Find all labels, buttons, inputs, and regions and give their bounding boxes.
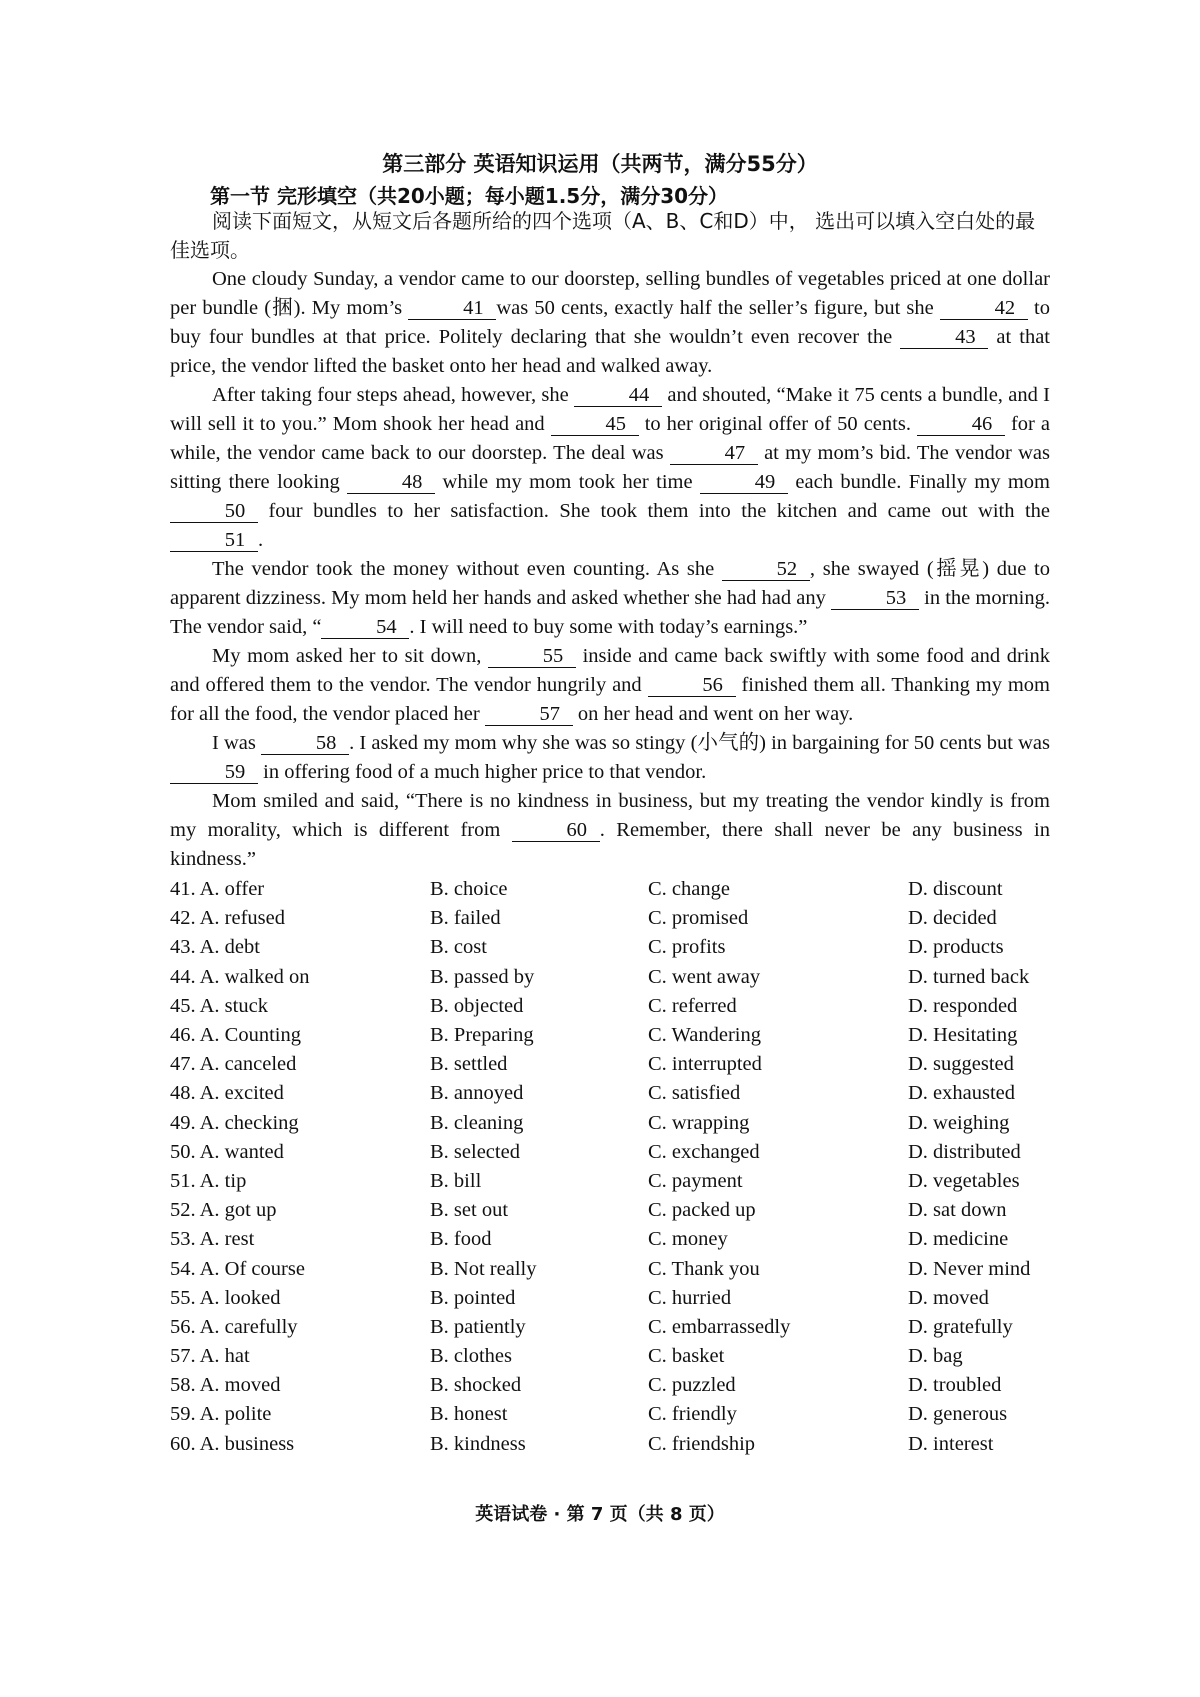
question-number: 57. — [170, 1345, 196, 1368]
option-text: C. friendly — [648, 1403, 737, 1426]
passage-text: while my mom took her time — [435, 471, 701, 493]
question-number: 49. — [170, 1111, 196, 1134]
option-text: C. Thank you — [648, 1257, 760, 1280]
option-b[interactable] — [430, 1345, 648, 1368]
option-c[interactable] — [648, 1199, 908, 1222]
option-c[interactable] — [648, 1170, 908, 1193]
option-text: B. selected — [430, 1140, 520, 1163]
blank-43[interactable]: 43 — [900, 326, 988, 349]
passage-text: After taking four steps ahead, however, she — [212, 384, 575, 406]
passage-paragraph — [170, 381, 1050, 555]
passage-text: Mom smiled and said, “There is no kindness in business, but my treating the vendor kindly is from my morality, which is different from — [170, 790, 1050, 841]
option-text: A. canceled — [199, 1053, 297, 1076]
passage-text: to buy four bundles at that price. Politely declaring that she wouldn’t even recover the — [170, 297, 1050, 348]
option-a[interactable] — [170, 1316, 430, 1339]
option-d[interactable] — [908, 1287, 1070, 1310]
blank-58[interactable]: 58 — [261, 732, 349, 755]
passage-text: for a while, the vendor came back to our doorstep. The deal was — [170, 413, 1050, 464]
question-row — [170, 1284, 1070, 1313]
option-text: C. packed up — [648, 1199, 756, 1222]
question-row — [170, 1225, 1070, 1254]
option-text: A. wanted — [199, 1140, 284, 1163]
option-d[interactable] — [908, 1053, 1070, 1076]
blank-44[interactable]: 44 — [574, 384, 662, 407]
option-text: C. basket — [648, 1345, 725, 1368]
option-text: B. cleaning — [430, 1111, 524, 1134]
option-b[interactable] — [430, 1082, 648, 1105]
passage-text: I was — [212, 732, 262, 754]
option-text: C. referred — [648, 994, 737, 1017]
option-text: C. embarrassedly — [648, 1315, 791, 1338]
option-b[interactable] — [430, 1403, 648, 1426]
option-c[interactable] — [648, 1258, 908, 1281]
option-text: D. moved — [908, 1286, 989, 1309]
option-text: D. turned back — [908, 965, 1030, 988]
option-text: B. patiently — [430, 1315, 526, 1338]
blank-42[interactable]: 42 — [940, 297, 1028, 320]
option-text: C. interrupted — [648, 1053, 762, 1076]
passage-paragraph — [170, 787, 1050, 874]
option-c[interactable] — [648, 1433, 908, 1456]
option-text: D. troubled — [908, 1374, 1002, 1397]
option-text: D. distributed — [908, 1140, 1021, 1163]
question-number: 55. — [170, 1286, 196, 1309]
option-d[interactable] — [908, 1112, 1070, 1135]
option-text: D. bag — [908, 1345, 963, 1368]
question-row — [170, 1371, 1070, 1400]
option-text: B. shocked — [430, 1374, 522, 1397]
question-row — [170, 1196, 1070, 1225]
passage-text: on her head and went on her way. — [572, 703, 854, 725]
blank-47[interactable]: 47 — [670, 442, 758, 465]
question-number: 45. — [170, 994, 196, 1017]
option-d[interactable] — [908, 995, 1070, 1018]
option-a[interactable] — [170, 1403, 430, 1426]
passage-text: at that price, the vendor lifted the basket onto her head and walked away. — [170, 326, 1050, 377]
option-text: A. checking — [199, 1111, 299, 1134]
option-a[interactable] — [170, 995, 430, 1018]
option-c[interactable] — [648, 1112, 908, 1135]
option-text: B. choice — [430, 878, 508, 901]
passage-text: One cloudy Sunday, a vendor came to our doorstep, selling bundles of vegetables priced at one dollar per bundle (捆). My mom’s — [170, 268, 1050, 319]
option-text: A. stuck — [199, 994, 268, 1017]
passage-text: each bundle. Finally my mom — [788, 471, 1050, 493]
option-a[interactable] — [170, 1374, 430, 1397]
option-a[interactable] — [170, 1024, 430, 1047]
option-text: D. suggested — [908, 1053, 1014, 1076]
option-text: A. polite — [199, 1403, 272, 1426]
option-a[interactable] — [170, 1228, 430, 1251]
option-text: D. decided — [908, 907, 997, 930]
option-c[interactable] — [648, 1053, 908, 1076]
question-number: 46. — [170, 1024, 196, 1047]
option-b[interactable] — [430, 1287, 648, 1310]
option-text: D. medicine — [908, 1228, 1009, 1251]
option-d[interactable] — [908, 1170, 1070, 1193]
option-text: D. generous — [908, 1403, 1008, 1426]
question-number: 58. — [170, 1374, 196, 1397]
option-a[interactable] — [170, 907, 430, 930]
option-text: A. excited — [199, 1082, 284, 1105]
part-title: 第三部分 英语知识运用（共两节，满分55分） — [382, 152, 818, 176]
question-row — [170, 904, 1070, 933]
option-c[interactable] — [648, 1403, 908, 1426]
passage-text: , she swayed (摇晃) due to apparent dizziness. My mom held her hands and asked whether she had had any — [170, 558, 1050, 609]
option-text: B. passed by — [430, 965, 535, 988]
option-text: C. Wandering — [648, 1024, 761, 1047]
instructions: 阅读下面短文，从短文后各题所给的四个选项（A、B、C和D）中， 选出可以填入空白处的最佳选项。 — [170, 209, 1036, 262]
question-row — [170, 1254, 1070, 1283]
passage-text: inside and came back swiftly with some food and drink and offered them to the vendor. The vendor hungrily and — [170, 645, 1051, 696]
option-text: C. puzzled — [648, 1374, 736, 1397]
option-b[interactable] — [430, 1199, 648, 1222]
passage-text: My mom asked her to sit down, — [212, 645, 488, 667]
option-c[interactable] — [648, 936, 908, 959]
option-text: A. rest — [199, 1228, 255, 1251]
option-d[interactable] — [908, 1345, 1070, 1368]
passage-text: and shouted, “Make it 75 cents a bundle, and I will sell it to you.” Mom shook her head and — [170, 384, 1050, 435]
question-row — [170, 1079, 1070, 1108]
option-b[interactable] — [430, 1141, 648, 1164]
passage-text: was 50 cents, exactly half the seller’s figure, but she — [496, 297, 940, 319]
option-a[interactable] — [170, 1082, 430, 1105]
passage-paragraph — [170, 555, 1050, 642]
option-text: B. Preparing — [430, 1024, 534, 1047]
option-c[interactable] — [648, 878, 908, 901]
question-row — [170, 1342, 1070, 1371]
option-a[interactable] — [170, 1199, 430, 1222]
option-b[interactable] — [430, 936, 648, 959]
option-text: A. got up — [199, 1199, 277, 1222]
option-d[interactable] — [908, 1403, 1070, 1426]
section-title: 第一节 完形填空（共20小题；每小题1.5分，满分30分） — [210, 184, 729, 208]
option-text: D. interest — [908, 1432, 994, 1455]
option-text: B. objected — [430, 994, 524, 1017]
option-b[interactable] — [430, 1228, 648, 1251]
question-row — [170, 992, 1070, 1021]
passage-paragraph — [170, 265, 1050, 381]
option-d[interactable] — [908, 936, 1070, 959]
option-d[interactable] — [908, 966, 1070, 989]
option-d[interactable] — [908, 1316, 1070, 1339]
question-number: 43. — [170, 936, 196, 959]
question-row — [170, 1109, 1070, 1138]
option-text: A. debt — [199, 936, 260, 959]
option-a[interactable] — [170, 1287, 430, 1310]
question-row — [170, 1021, 1070, 1050]
option-d[interactable] — [908, 1228, 1070, 1251]
option-c[interactable] — [648, 1024, 908, 1047]
question-row — [170, 1138, 1070, 1167]
blank-56[interactable]: 56 — [648, 674, 736, 697]
question-number: 51. — [170, 1169, 196, 1192]
blank-60[interactable]: 60 — [512, 819, 600, 842]
option-text: D. products — [908, 936, 1004, 959]
option-text: C. change — [648, 878, 730, 901]
option-text: A. walked on — [199, 965, 310, 988]
option-a[interactable] — [170, 1141, 430, 1164]
option-text: B. settled — [430, 1053, 508, 1076]
option-a[interactable] — [170, 878, 430, 901]
passage-text: in the morning. The vendor said, “ — [170, 587, 1050, 638]
question-row — [170, 1050, 1070, 1079]
option-b[interactable] — [430, 1258, 648, 1281]
option-text: D. gratefully — [908, 1315, 1013, 1338]
blank-59[interactable]: 59 — [170, 761, 258, 784]
option-text: D. weighing — [908, 1111, 1010, 1134]
question-number: 47. — [170, 1053, 196, 1076]
option-c[interactable] — [648, 1345, 908, 1368]
option-text: A. tip — [199, 1169, 247, 1192]
option-text: A. Of course — [199, 1257, 305, 1280]
option-text: B. cost — [430, 936, 487, 959]
question-row — [170, 1400, 1070, 1429]
question-number: 42. — [170, 907, 196, 930]
option-text: C. went away — [648, 965, 761, 988]
option-d[interactable] — [908, 1082, 1070, 1105]
passage-text: in offering food of a much higher price to that vendor. — [258, 761, 707, 783]
question-number: 54. — [170, 1257, 196, 1280]
option-text: A. looked — [199, 1286, 281, 1309]
option-d[interactable] — [908, 878, 1070, 901]
answer-options — [170, 875, 1070, 1459]
option-d[interactable] — [908, 1258, 1070, 1281]
blank-52[interactable]: 52 — [722, 558, 810, 581]
option-c[interactable] — [648, 966, 908, 989]
passage-text: at my mom’s bid. The vendor was sitting there looking — [170, 442, 1050, 493]
option-b[interactable] — [430, 1170, 648, 1193]
option-text: B. pointed — [430, 1286, 516, 1309]
option-b[interactable] — [430, 1374, 648, 1397]
option-a[interactable] — [170, 1112, 430, 1135]
question-row — [170, 1430, 1070, 1459]
option-a[interactable] — [170, 1053, 430, 1076]
option-c[interactable] — [648, 995, 908, 1018]
option-text: D. vegetables — [908, 1169, 1020, 1192]
option-text: B. set out — [430, 1199, 509, 1222]
option-text: B. clothes — [430, 1345, 512, 1368]
passage-text: . I will need to buy some with today’s earnings.” — [409, 616, 808, 638]
option-text: A. carefully — [199, 1315, 298, 1338]
option-text: D. sat down — [908, 1199, 1007, 1222]
passage-text: . I asked my mom why she was so stingy (小气的) in bargaining for 50 cents but was — [349, 732, 1050, 754]
cloze-passage — [170, 265, 1050, 874]
option-text: C. hurried — [648, 1286, 732, 1309]
option-text: C. promised — [648, 907, 749, 930]
option-text: B. annoyed — [430, 1082, 524, 1105]
option-c[interactable] — [648, 1228, 908, 1251]
question-row — [170, 1167, 1070, 1196]
option-text: B. kindness — [430, 1432, 526, 1455]
option-text: D. discount — [908, 878, 1003, 901]
blank-54[interactable]: 54 — [321, 616, 409, 639]
passage-text: to her original offer of 50 cents. — [638, 413, 917, 435]
blank-49[interactable]: 49 — [700, 471, 788, 494]
question-number: 48. — [170, 1082, 196, 1105]
option-a[interactable] — [170, 1170, 430, 1193]
question-row — [170, 963, 1070, 992]
option-text: C. wrapping — [648, 1111, 750, 1134]
option-a[interactable] — [170, 1258, 430, 1281]
option-text: A. offer — [199, 878, 265, 901]
passage-paragraph — [170, 729, 1050, 787]
option-c[interactable] — [648, 907, 908, 930]
question-row — [170, 933, 1070, 962]
option-d[interactable] — [908, 1141, 1070, 1164]
option-text: B. Not really — [430, 1257, 537, 1280]
passage-paragraph — [170, 642, 1050, 729]
question-number: 53. — [170, 1228, 196, 1251]
question-number: 44. — [170, 965, 196, 988]
option-b[interactable] — [430, 907, 648, 930]
option-a[interactable] — [170, 966, 430, 989]
option-d[interactable] — [908, 1199, 1070, 1222]
option-text: B. honest — [430, 1403, 508, 1426]
option-text: D. responded — [908, 994, 1018, 1017]
question-number: 50. — [170, 1140, 196, 1163]
option-text: C. exchanged — [648, 1140, 760, 1163]
option-d[interactable] — [908, 1374, 1070, 1397]
question-row — [170, 1313, 1070, 1342]
option-c[interactable] — [648, 1374, 908, 1397]
option-b[interactable] — [430, 1112, 648, 1135]
blank-46[interactable]: 46 — [917, 413, 1005, 436]
option-b[interactable] — [430, 995, 648, 1018]
question-number: 59. — [170, 1403, 196, 1426]
blank-55[interactable]: 55 — [488, 645, 576, 668]
blank-41[interactable]: 41 — [408, 297, 496, 320]
option-text: D. Never mind — [908, 1257, 1031, 1280]
option-c[interactable] — [648, 1141, 908, 1164]
option-text: C. friendship — [648, 1432, 756, 1455]
option-text: C. money — [648, 1228, 728, 1251]
option-text: B. food — [430, 1228, 492, 1251]
option-text: A. moved — [199, 1374, 281, 1397]
option-text: C. satisfied — [648, 1082, 741, 1105]
question-row — [170, 875, 1070, 904]
option-b[interactable] — [430, 966, 648, 989]
blank-48[interactable]: 48 — [347, 471, 435, 494]
question-number: 52. — [170, 1199, 196, 1222]
option-text: A. refused — [199, 907, 286, 930]
blank-53[interactable]: 53 — [831, 587, 919, 610]
option-b[interactable] — [430, 1316, 648, 1339]
option-text: D. exhausted — [908, 1082, 1016, 1105]
blank-57[interactable]: 57 — [485, 703, 573, 726]
question-number: 56. — [170, 1315, 196, 1338]
option-a[interactable] — [170, 1345, 430, 1368]
option-a[interactable] — [170, 936, 430, 959]
passage-text: . Remember, there shall never be any business in kindness.” — [170, 819, 1050, 870]
question-number: 41. — [170, 878, 196, 901]
option-text: A. business — [199, 1432, 295, 1455]
option-b[interactable] — [430, 878, 648, 901]
option-text: C. payment — [648, 1169, 743, 1192]
option-c[interactable] — [648, 1316, 908, 1339]
option-b[interactable] — [430, 1024, 648, 1047]
option-a[interactable] — [170, 1433, 430, 1456]
option-b[interactable] — [430, 1053, 648, 1076]
page-footer: 英语试卷 · 第 7 页（共 8 页） — [475, 1504, 725, 1525]
option-c[interactable] — [648, 1082, 908, 1105]
option-text: B. bill — [430, 1169, 482, 1192]
option-text: A. hat — [199, 1345, 250, 1368]
passage-text: The vendor took the money without even counting. As she — [212, 558, 722, 580]
option-d[interactable] — [908, 1433, 1070, 1456]
option-text: B. failed — [430, 907, 501, 930]
option-b[interactable] — [430, 1433, 648, 1456]
option-d[interactable] — [908, 907, 1070, 930]
option-text: D. Hesitating — [908, 1024, 1018, 1047]
option-c[interactable] — [648, 1287, 908, 1310]
passage-text: . — [258, 529, 264, 551]
blank-51[interactable]: 51 — [170, 529, 258, 552]
passage-text: four bundles to her satisfaction. She took them into the kitchen and came out with the — [258, 500, 1050, 522]
option-text: A. Counting — [199, 1024, 301, 1047]
question-number: 60. — [170, 1432, 196, 1455]
passage-text: finished them all. Thanking my mom for all the food, the vendor placed her — [170, 674, 1050, 725]
blank-50[interactable]: 50 — [170, 500, 258, 523]
option-d[interactable] — [908, 1024, 1070, 1047]
option-text: C. profits — [648, 936, 726, 959]
blank-45[interactable]: 45 — [551, 413, 639, 436]
